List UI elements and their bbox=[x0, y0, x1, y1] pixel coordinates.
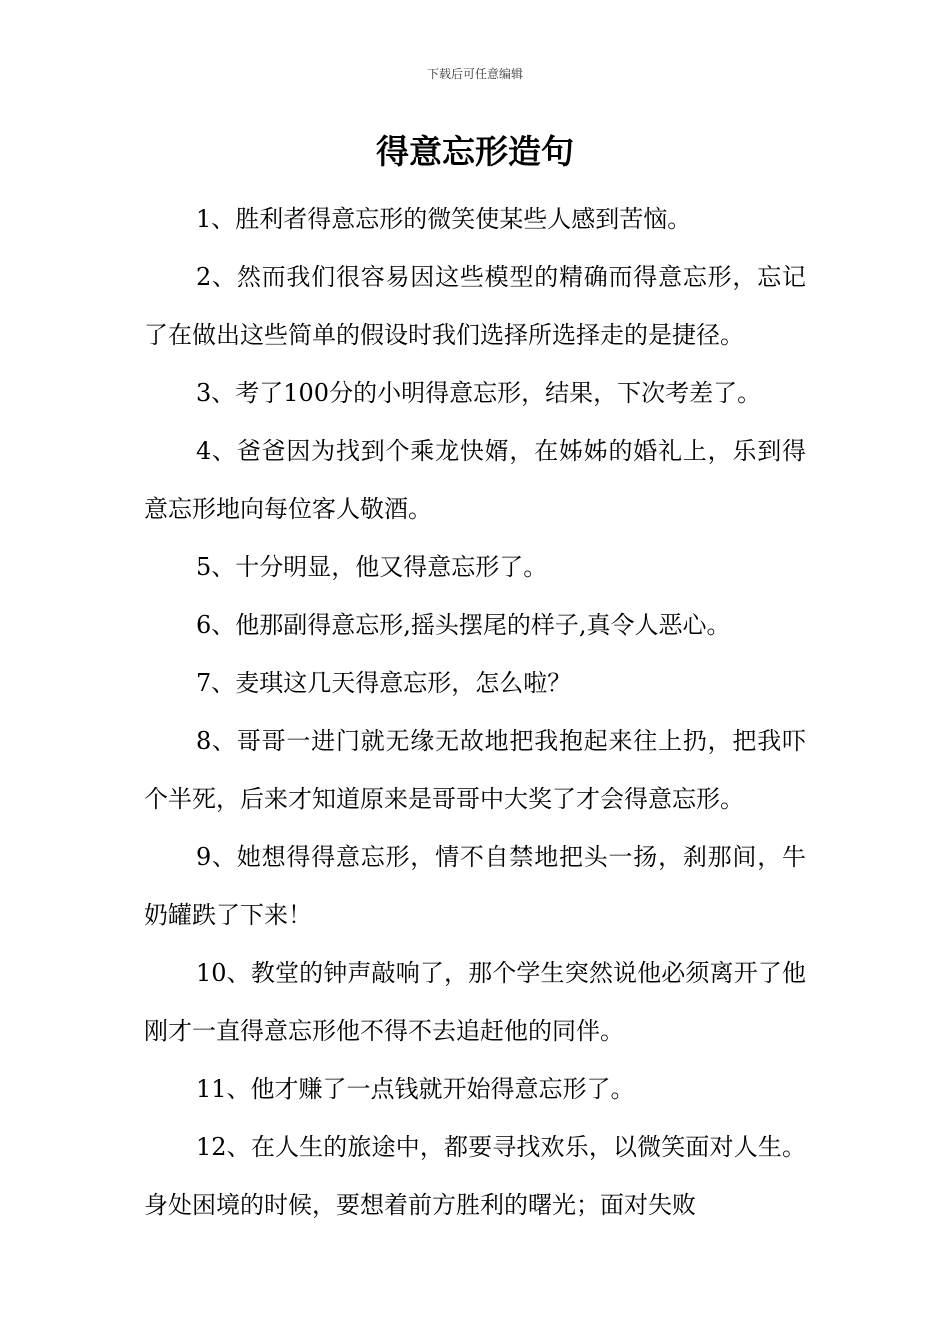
sentence-paragraph-6: 6、他那副得意忘形,摇头摆尾的样子,真令人恶心。 bbox=[196, 611, 731, 639]
sentence-paragraph-7: 7、麦琪这几天得意忘形，怎么啦？ bbox=[196, 669, 572, 697]
sentence-paragraph-3: 3、考了100分的小明得意忘形，结果，下次考差了。 bbox=[196, 379, 762, 407]
header-note: 下载后可任意编辑 bbox=[426, 67, 523, 81]
sentence-paragraph-9: 9、她想得得意忘形，情不自禁地把头一扬，刹那间，牛奶罐跌了下来！ bbox=[144, 843, 806, 929]
sentence-paragraph-1: 1、胜利者得意忘形的微笑使某些人感到苦恼。 bbox=[196, 205, 692, 233]
document-body bbox=[144, 190, 806, 1234]
page-title: 得意忘形造句 bbox=[376, 132, 574, 171]
sentence-paragraph-10: 10、教堂的钟声敲响了，那个学生突然说他必须离开了他刚才一直得意忘形他不得不去追赶他的同伴。 bbox=[144, 959, 806, 1045]
sentence-paragraph-2: 2、然而我们很容易因这些模型的精确而得意忘形，忘记了在做出这些简单的假设时我们选择所选择走的是捷径。 bbox=[144, 263, 806, 349]
sentence-paragraph-11: 11、他才赚了一点钱就开始得意忘形了。 bbox=[196, 1075, 635, 1103]
sentence-paragraph-5: 5、十分明显，他又得意忘形了。 bbox=[196, 553, 548, 581]
sentence-paragraph-8: 8、哥哥一进门就无缘无故地把我抱起来往上扔，把我吓个半死，后来才知道原来是哥哥中大奖了才会得意忘形。 bbox=[144, 727, 806, 813]
sentence-paragraph-12: 12、在人生的旅途中，都要寻找欢乐，以微笑面对人生。身处困境的时候，要想着前方胜利的曙光；面对失败 bbox=[144, 1133, 806, 1219]
sentence-paragraph-4: 4、爸爸因为找到个乘龙快婿，在姊姊的婚礼上，乐到得意忘形地向每位客人敬酒。 bbox=[144, 437, 806, 523]
